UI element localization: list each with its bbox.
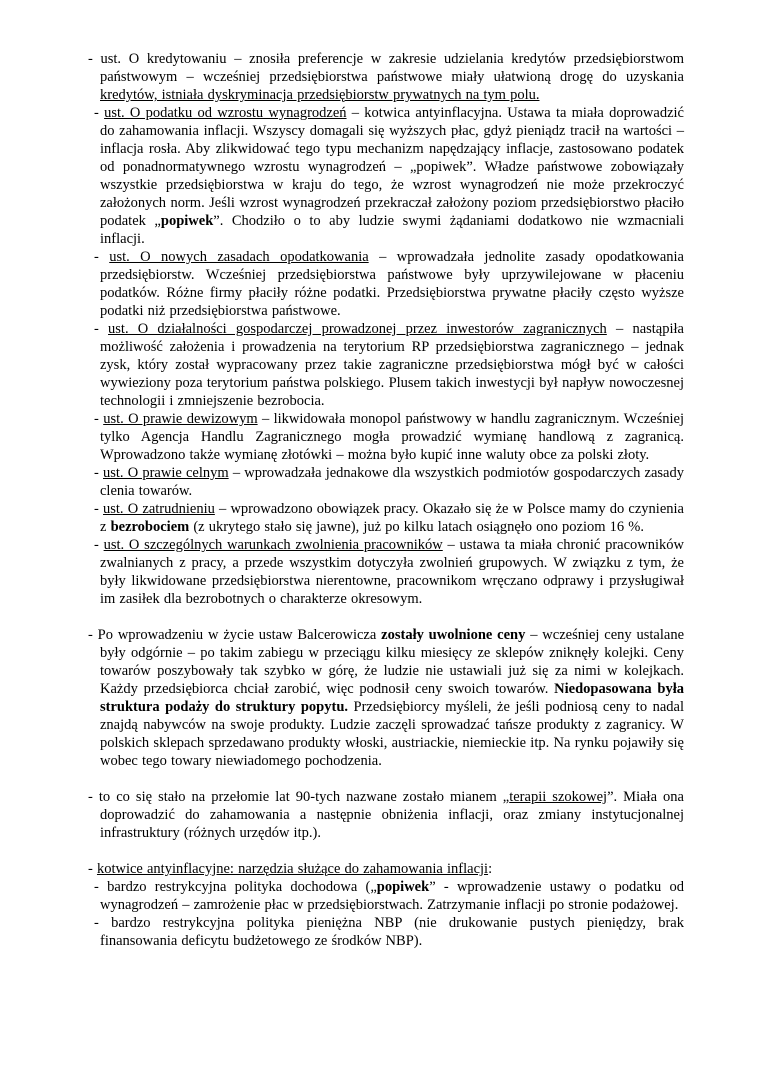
text-run: (z ukrytego stało się jawne), już po kilku latach osiągnęło ono poziom 16 %. <box>189 519 644 535</box>
para-ust-o-dzialalnosci-gospodarczej <box>88 320 684 410</box>
para-ust-o-nowych-zasadach-opodatkowania <box>88 248 684 320</box>
text-run: ”. Miała ona doprowadzić do zahamowania a następnie obniżenia inflacji, oraz zmiany instytucjonalnej infrastruktury (różnych urzędów itp.). <box>100 789 684 841</box>
underlined-text: terapii szokowej <box>509 789 608 805</box>
para-polityka-dochodowa <box>88 878 684 914</box>
text-run: – wprowadzono obowiązek pracy. Okazało się że w Polsce mamy do czynienia z <box>100 501 684 535</box>
para-kotwice-antyinflacyjne-naglowek <box>88 860 684 878</box>
underlined-text: ust. O działalności gospodarczej prowadzonej przez inwestorów zagranicznych <box>108 321 607 337</box>
text-run: - bardzo restrykcyjna polityka dochodowa („ <box>94 879 377 895</box>
text-run: Przedsiębiorcy myśleli, że jeśli podniosą ceny to nadal znajdą nabywców na swoje produkty. Ludzie zaczęli sprowadzać tańsze produkty z zagranicy. W polskich sklepach sprzedawano produkty włoski, austriackie, niemieckie itp. Na rynku pojawiły się wobec tego towary niewiadomego pochodzenia. <box>100 699 684 769</box>
bold-text: bezrobociem <box>110 519 190 535</box>
bold-text: popiwek <box>376 879 430 895</box>
text-run: - ust. O kredytowaniu – znosiła preferencje w zakresie udzielania kredytów przedsiębiorstwom państwowym – wcześniej przedsiębiorstwa państwowe miały ułatwioną drogę do uzyskania <box>88 51 684 85</box>
para-polityka-pieniezna-nbp <box>88 914 684 950</box>
text-run: – nastąpiła możliwość założenia i prowadzenia na terytorium RP przedsiębiorstwa zagranicznego – jednak zysk, który został wypracowany przez takie zagraniczne przedsiębiorstwa mógł być w całości wywieziony poza terytorium państwa polskiego. Plusem takich inwestycji był napływ nowoczesnej technologii i zmniejszenie bezrobocia. <box>100 321 684 409</box>
text-run: – kotwica antyinflacyjna. Ustawa ta miała doprowadzić do zahamowania inflacji. Wszyscy domagali się wyższych płac, gdyż pieniądz tracił na wartości – inflacja rosła. Aby zlikwidować tego typu mechanizm napędzający inflacje, zastosowano podatek od ponadnormatywnego wzrostu wynagrodzeń – „popiwek”. Władze państwowe zobowiązały wszystkie przedsiębiorstwa w kraju do tego, że wzrost wynagrodzeń nie może przekroczyć założonych norm. Jeśli wzrost wynagrodzeń przekraczał założony poziom przedsiębiorstwo płaciło podatek „ <box>100 105 684 229</box>
bold-text: Niedopasowana była struktura podaży do struktury popytu. <box>100 681 684 715</box>
para-ust-o-prawie-celnym <box>88 464 684 500</box>
text-run: - <box>94 465 103 481</box>
para-uwolnienie-cen <box>88 626 684 770</box>
para-ust-o-zatrudnieniu <box>88 500 684 536</box>
para-ust-o-prawie-dewizowym <box>88 410 684 464</box>
underlined-text: kotwice antyinflacyjne: narzędzia służące do zahamowania inflacji <box>96 861 489 877</box>
underlined-text: ust. O nowych zasadach opodatkowania <box>109 249 369 265</box>
document-content <box>88 50 684 950</box>
underlined-text: ust. O zatrudnieniu <box>103 501 215 517</box>
text-run: – wprowadzała jednolite zasady opodatkowania przedsiębiorstw. Wcześniej przedsiębiorstwa państwowe były uprzywilejowane w płaceniu podatków. Różne firmy płaciły różne podatki. Przedsiębiorstwa prywatne płaciły często wyższe podatki niż przedsiębiorstwa państwowe. <box>100 249 684 319</box>
text-run: : <box>488 861 493 877</box>
para-terapia-szokowa <box>88 788 684 842</box>
para-ust-o-podatku-od-wzrostu-wynagrodzen <box>88 104 684 248</box>
text-run: – likwidowała monopol państwowy w handlu zagranicznym. Wcześniej tylko Agencja Handlu Zagranicznego mogła prowadzić wymianę handlową z zagranicą. Wprowadzono także wymianę złotówki – można było kupić inne waluty obce za polski złoty. <box>100 411 684 463</box>
text-run: - Po wprowadzeniu w życie ustaw Balcerowicza <box>88 627 382 643</box>
text-run: ”. Chodziło o to aby ludzie swymi żądaniami dodatkowo nie wzmacniali inflacji. <box>100 213 684 247</box>
underlined-text: ust. O podatku od wzrostu wynagrodzeń <box>104 105 347 121</box>
para-ust-o-kredytowaniu <box>88 50 684 104</box>
underlined-text: kredytów, istniała dyskryminacja przedsiębiorstw prywatnych na tym polu. <box>100 87 540 103</box>
text-run: - <box>88 861 97 877</box>
underlined-text: ust. O prawie dewizowym <box>103 411 258 427</box>
bold-text: popiwek <box>160 213 214 229</box>
text-run: - <box>94 411 104 427</box>
text-run: – ustawa ta miała chronić pracowników zwalnianych z pracy, a przede wszystkim dotyczyła zwolnień grupowych. W związku z tym, że były likwidowane przedsiębiorstwa nierentowne, pracownikom wręczano odprawy i przysługiwał im zasiłek dla bezrobotnych o charakterze okresowym. <box>100 537 684 607</box>
text-run: - <box>94 321 109 337</box>
text-run: - <box>94 105 105 121</box>
text-run: - <box>94 537 104 553</box>
text-run: ” - wprowadzenie ustawy o podatku od wynagrodzeń – zamrożenie płac w przedsiębiorstwach. Zatrzymanie inflacji po stronie podażowej. <box>100 879 684 913</box>
bold-text: zostały uwolnione ceny <box>381 627 526 643</box>
underlined-text: ust. O prawie celnym <box>103 465 229 481</box>
text-run: – wprowadzała jednakowe dla wszystkich podmiotów gospodarczych zasady clenia towarów. <box>100 465 684 499</box>
text-run: - bardzo restrykcyjna polityka pieniężna NBP (nie drukowanie pustych pieniędzy, brak finansowania deficytu budżetowego ze środków NBP). <box>94 915 684 949</box>
underlined-text: ust. O szczególnych warunkach zwolnienia pracowników <box>103 537 443 553</box>
text-run: - to co się stało na przełomie lat 90-tych nazwane zostało mianem „ <box>88 789 510 805</box>
para-ust-o-szczegolnych-warunkach-zwolnien <box>88 536 684 608</box>
text-run: – wcześniej ceny ustalane były odgórnie – po takim zabiegu w przeciągu kilku miesięcy ze sklepów zniknęły kolejki. Ceny towarów poszybowały tak szybko w górę, że ludzie nie ustawiali już się za nimi w kolejkach. Każdy przedsiębiorca chciał zarobić, więc podnosił ceny swoich towarów. <box>100 627 685 697</box>
text-run: - <box>94 501 104 517</box>
text-run: - <box>94 249 110 265</box>
